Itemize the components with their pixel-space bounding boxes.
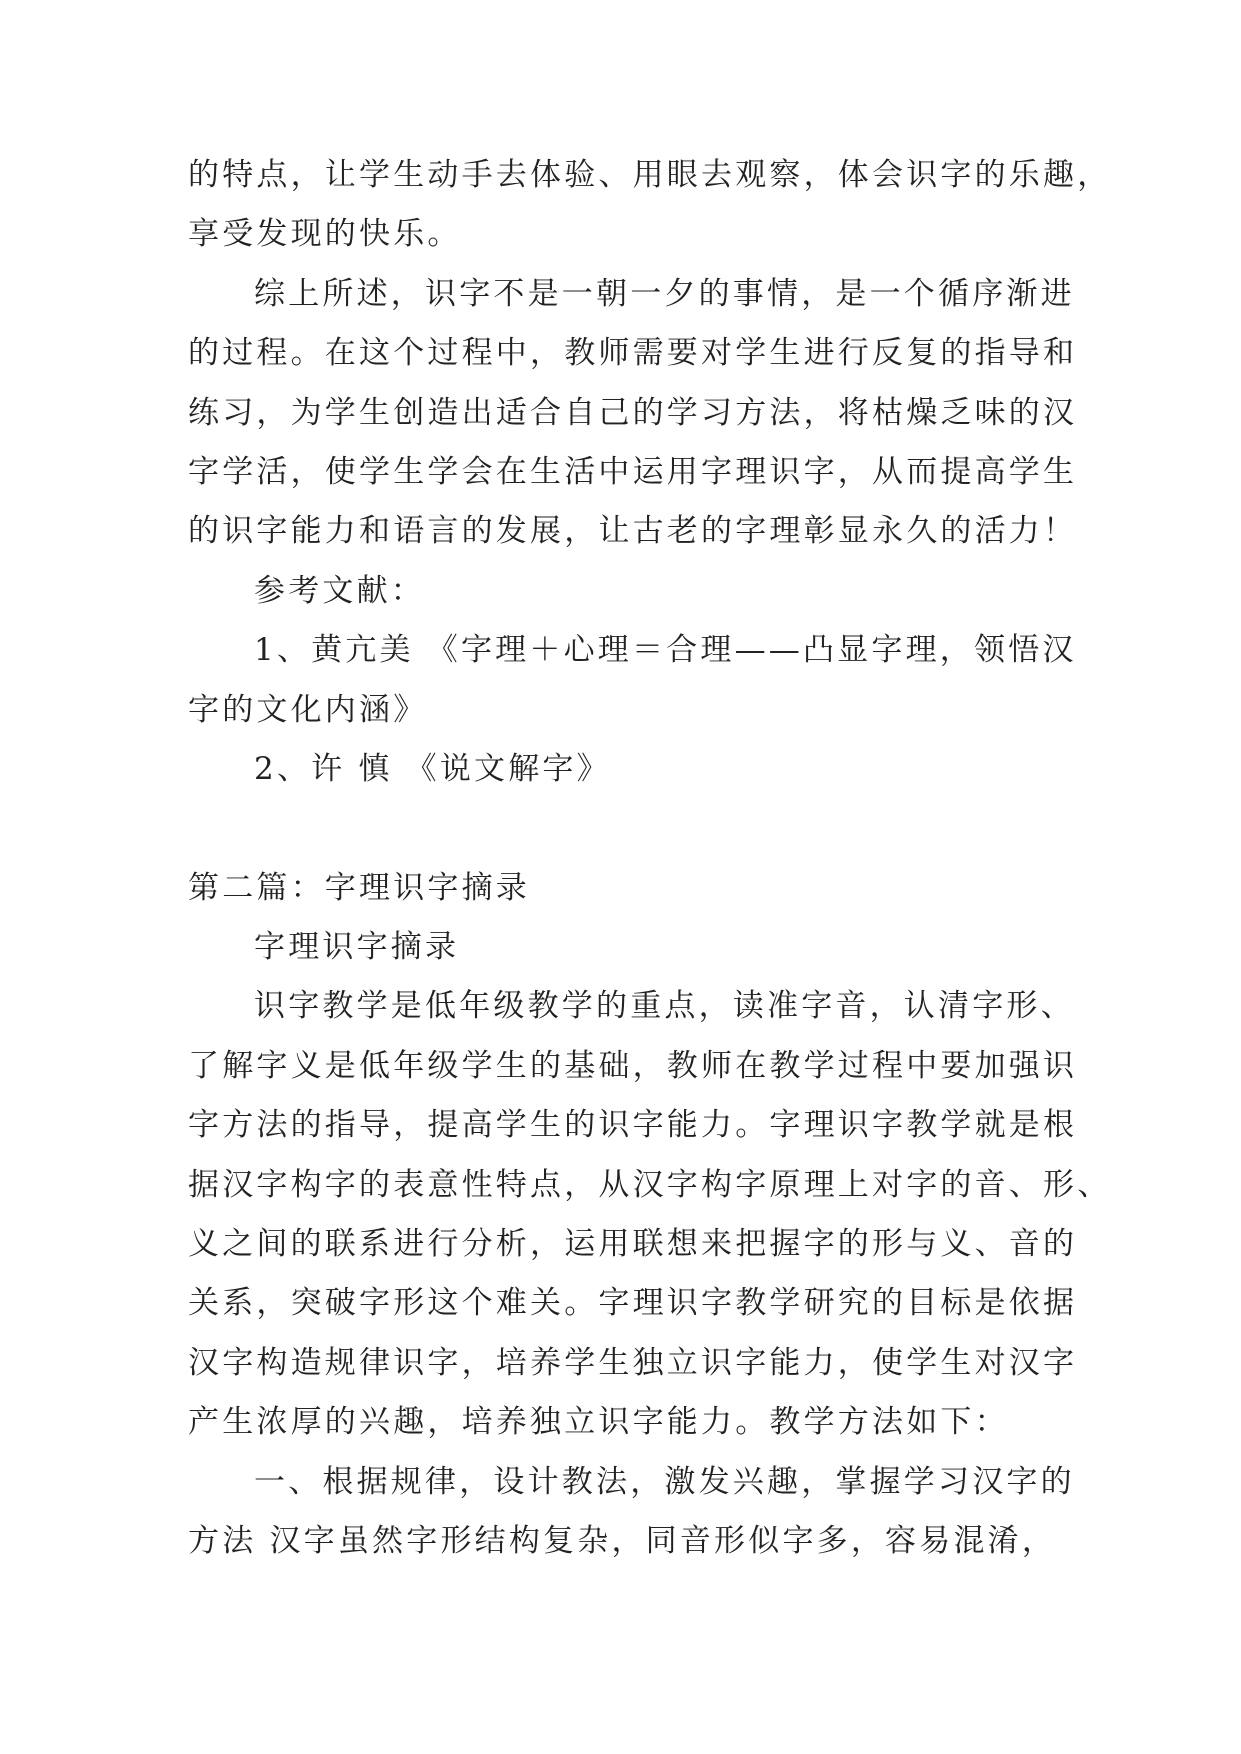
section-subtitle: 字理识字摘录	[254, 929, 460, 966]
blank-line	[188, 799, 1068, 858]
document-body	[188, 146, 1112, 1571]
conclusion-line: 的识字能力和语言的发展，让古老的字理彰显永久的活力！	[188, 513, 1078, 550]
reference-item-continued: 字的文化内涵》	[188, 691, 428, 728]
section-heading: 第二篇：字理识字摘录	[188, 869, 530, 906]
text-line: 的特点，让学生动手去体验、用眼去观察，体会识字的乐趣，	[188, 157, 1112, 193]
paragraph-line: 汉字构造规律识字，培养学生独立识字能力，使学生对汉字	[188, 1344, 1078, 1381]
conclusion-line: 综上所述，识字不是一朝一夕的事情，是一个循序渐进	[254, 275, 1075, 312]
text-line: 享受发现的快乐。	[188, 216, 462, 253]
method-line: 方法 汉字虽然字形结构复杂，同音形似字多，容易混淆，	[188, 1522, 1057, 1559]
paragraph-line: 了解字义是低年级学生的基础，教师在教学过程中要加强识	[188, 1047, 1078, 1084]
paragraph-line: 关系，突破字形这个难关。字理识字教学研究的目标是依据	[188, 1285, 1078, 1322]
paragraph-line: 识字教学是低年级教学的重点，读准字音，认清字形、	[254, 988, 1075, 1025]
paragraph-line: 据汉字构字的表意性特点，从汉字构字原理上对字的音、形、	[188, 1166, 1112, 1203]
paragraph-line: 义之间的联系进行分析，运用联想来把握字的形与义、音的	[188, 1226, 1078, 1263]
conclusion-line: 的过程。在这个过程中，教师需要对学生进行反复的指导和	[188, 335, 1078, 372]
reference-item: 2、许 慎 《说文解字》	[254, 750, 611, 787]
method-line: 一、根据规律，设计教法，激发兴趣，掌握学习汉字的	[254, 1463, 1075, 1500]
reference-item: 1、黄亢美 《字理＋心理＝合理——凸显字理，领悟汉	[254, 632, 1077, 669]
conclusion-line: 练习，为学生创造出适合自己的学习方法，将枯燥乏味的汉	[188, 394, 1078, 431]
references-heading: 参考文献：	[254, 572, 425, 609]
paragraph-line: 字方法的指导，提高学生的识字能力。字理识字教学就是根	[188, 1107, 1078, 1144]
paragraph-line: 产生浓厚的兴趣，培养独立识字能力。教学方法如下：	[188, 1404, 1009, 1441]
conclusion-line: 字学活，使学生学会在生活中运用字理识字，从而提高学生	[188, 453, 1078, 490]
